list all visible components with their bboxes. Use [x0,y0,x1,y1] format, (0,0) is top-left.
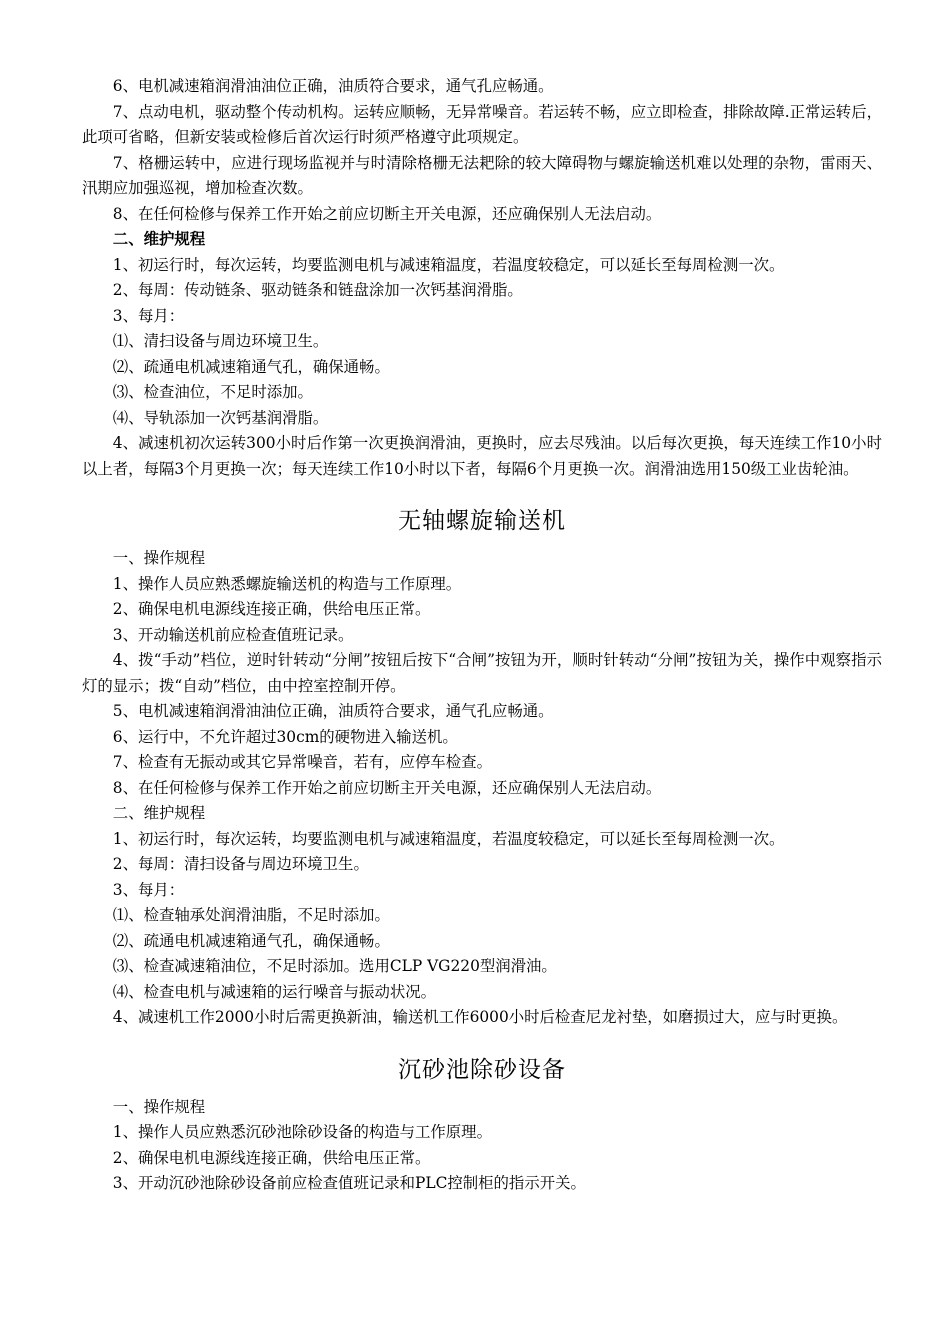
paragraph: ⑷、检查电机与减速箱的运行噪音与振动状况。 [112,982,437,1001]
section-title: 沉砂池除砂设备 [398,1056,566,1083]
paragraph: 4、减速机工作2000小时后需更换新油，输送机工作6000小时后检查尼龙衬垫，如磨损过大，应与时更换。 [112,1008,848,1026]
paragraph: 1、操作人员应熟悉螺旋输送机的构造与工作原理。 [112,574,462,593]
paragraph: 2、确保电机电源线连接正确，供给电压正常。 [112,1148,431,1167]
paragraph: ⑶、检查油位，不足时添加。 [112,383,313,401]
paragraph: 2、确保电机电源线连接正确，供给电压正常。 [112,600,431,618]
paragraph: ⑴、清扫设备与周边环境卫生。 [112,332,329,350]
paragraph: 8、在任何检修与保养工作开始之前应切断主开关电源，还应确保别人无法启动。 [112,778,662,797]
paragraph: 一、操作规程 [112,549,206,567]
paragraph: 1、初运行时，每次运转，均要监测电机与减速箱温度，若温度较稳定，可以延长至每周检测一次。 [112,255,785,274]
document-page [82,74,882,1197]
paragraph: 4、拨“手动”档位，逆时针转动“分闸”按钮后按下“合闸”按钮为开，顺时针转动“分闸”按钮为关，操作中观察指示灯的显示；拨“自动”档位，由中控室控制开停。 [82,651,882,695]
paragraph: 3、每月： [112,306,185,325]
paragraph: 2、每周：清扫设备与周边环境卫生。 [112,855,369,873]
paragraph: 6、运行中，不允许超过30cm的硬物进入输送机。 [112,727,458,746]
paragraph: 4、减速机初次运转300小时后作第一次更换润滑油，更换时，应去尽残油。以后每次更换，每天连续工作10小时以上者，每隔3个月更换一次；每天连续工作10小时以下者，每隔6个月更换一次。润滑油选用150级工业齿轮油。 [82,434,882,478]
paragraph: ⑶、检查减速箱油位，不足时添加。选用CLP VG220型润滑油。 [112,957,557,975]
paragraph: 3、开动沉砂池除砂设备前应检查值班记录和PLC控制柜的指示开关。 [112,1174,586,1192]
paragraph: 3、开动输送机前应检查值班记录。 [112,625,354,644]
section-heading: 二、维护规程 [112,230,206,248]
paragraph: 一、操作规程 [112,1097,206,1116]
paragraph: 3、每月： [112,880,185,899]
paragraph: ⑷、导轨添加一次钙基润滑脂。 [112,408,329,427]
paragraph: 7、点动电机，驱动整个传动机构。运转应顺畅，无异常噪音。若运转不畅，应立即检查，排除故障.正常运转后，此项可省略，但新安装或检修后首次运行时须严格遵守此项规定。 [82,102,882,146]
paragraph: ⑴、检查轴承处润滑油脂，不足时添加。 [112,906,390,924]
paragraph: 8、在任何检修与保养工作开始之前应切断主开关电源，还应确保别人无法启动。 [112,204,662,223]
paragraph: 二、维护规程 [112,804,206,822]
paragraph: 1、操作人员应熟悉沉砂池除砂设备的构造与工作原理。 [112,1123,492,1141]
paragraph: ⑵、疏通电机减速箱通气孔，确保通畅。 [112,931,390,950]
paragraph: 2、每周：传动链条、驱动链条和链盘涂加一次钙基润滑脂。 [112,281,523,299]
paragraph: 7、格栅运转中，应进行现场监视并与时清除格栅无法耙除的较大障碍物与螺旋输送机难以处理的杂物，雷雨天、汛期应加强巡视，增加检查次数。 [82,153,882,197]
paragraph: 6、电机减速箱润滑油油位正确，油质符合要求，通气孔应畅通。 [112,77,554,95]
paragraph: 7、检查有无振动或其它异常噪音，若有，应停车检查。 [112,753,492,771]
section-title: 无轴螺旋输送机 [398,508,566,534]
paragraph: 1、初运行时，每次运转，均要监测电机与减速箱温度，若温度较稳定，可以延长至每周检测一次。 [112,829,785,848]
paragraph: 5、电机减速箱润滑油油位正确，油质符合要求，通气孔应畅通。 [112,702,554,720]
paragraph: ⑵、疏通电机减速箱通气孔，确保通畅。 [112,357,390,376]
